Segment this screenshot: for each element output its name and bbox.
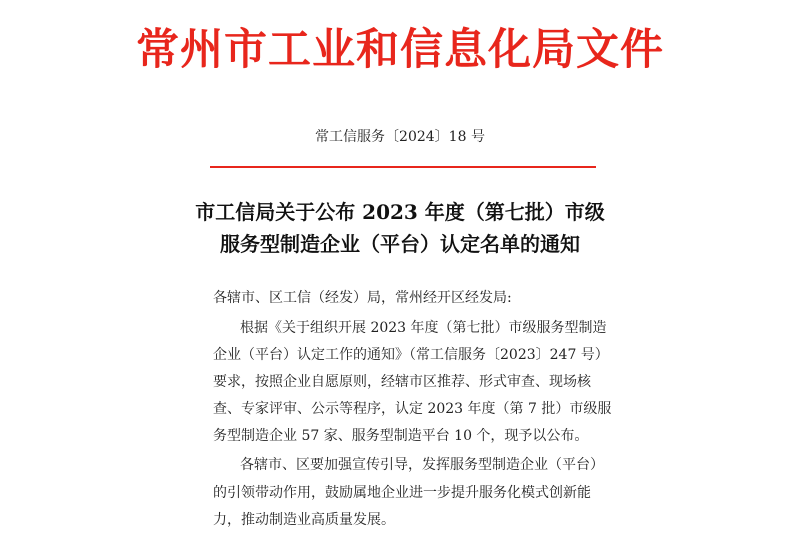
paragraph-2-line: 的引领带动作用，鼓励属地企业进一步提升服务化模式创新能 — [213, 485, 591, 501]
paragraph-1-line: 要求，按照企业自愿原则，经辖市区推荐、形式审查、现场核 — [213, 374, 591, 390]
notice-title-line-1: 市工信局关于公布 2023 年度（第七批）市级 — [195, 200, 605, 224]
notice-title-line-2: 服务型制造企业（平台）认定名单的通知 — [220, 232, 580, 256]
paragraph-2-line: 各辖市、区要加强宣传引导，发挥服务型制造企业（平台） — [240, 457, 604, 473]
paragraph-1-line: 根据《关于组织开展 2023 年度（第七批）市级服务型制造 — [240, 320, 607, 336]
paragraph-1-line: 企业（平台）认定工作的通知》（常工信服务〔2023〕247 号） — [213, 347, 609, 363]
paragraph-1-line: 务型制造企业 57 家、服务型制造平台 10 个，现予以公布。 — [213, 428, 589, 444]
document-number: 常工信服务〔2024〕18 号 — [315, 129, 485, 145]
document-masthead: 常州市工业和信息化局文件 — [136, 25, 664, 75]
paragraph-2-line: 力，推动制造业高质量发展。 — [213, 512, 395, 528]
paragraph-1-line: 查、专家评审、公示等程序，认定 2023 年度（第 7 批）市级服 — [213, 401, 612, 417]
red-divider-line — [210, 166, 596, 168]
addressee-line: 各辖市、区工信（经发）局，常州经开区经发局: — [213, 290, 512, 306]
